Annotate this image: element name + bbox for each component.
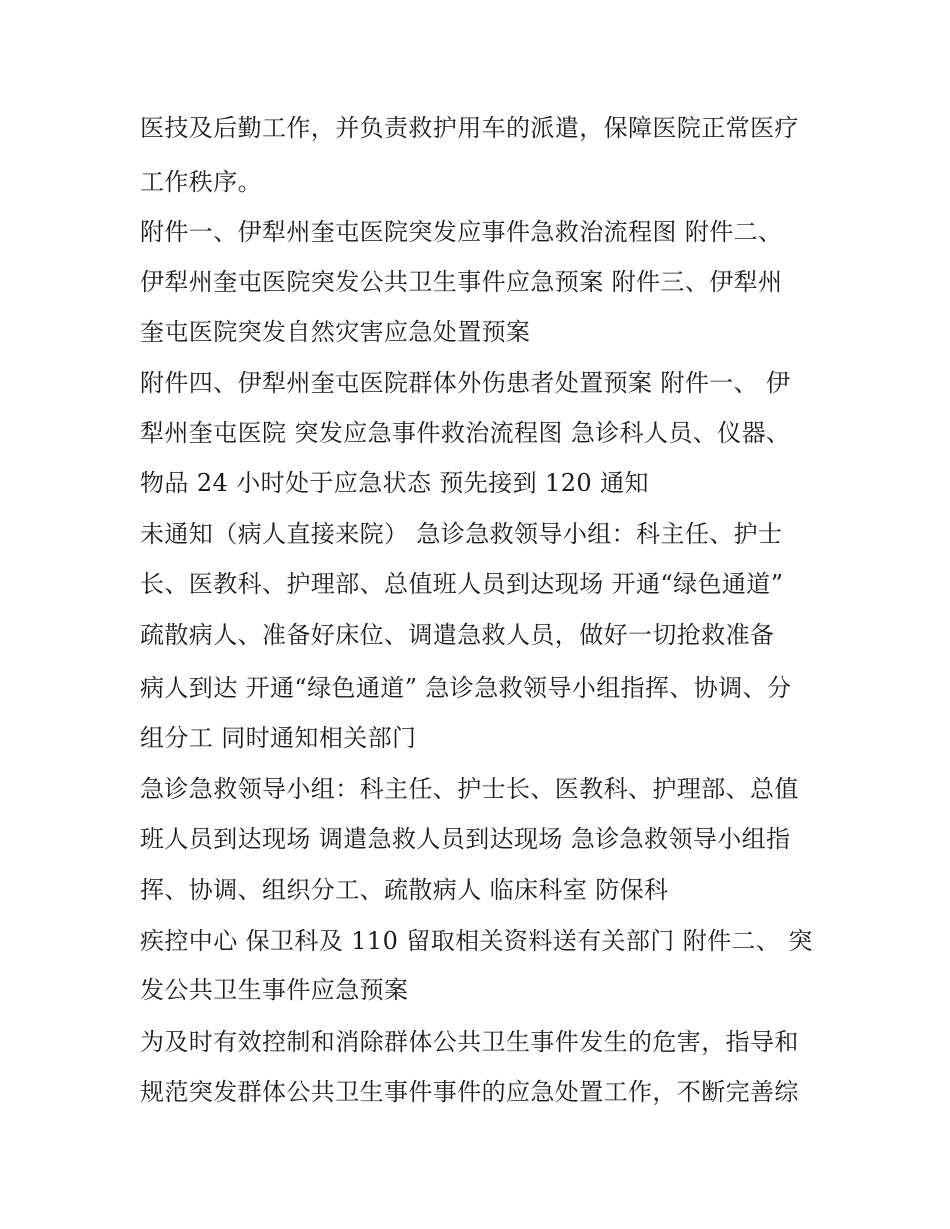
text-line: 物品 24 小时处于应急状态 预先接到 120 通知 xyxy=(140,469,649,497)
text-line: 为及时有效控制和消除群体公共卫生事件发生的危害，指导和 xyxy=(140,1028,799,1056)
text-line: 组分工 同时通知相关部门 xyxy=(140,724,417,752)
text-line: 工作秩序。 xyxy=(140,168,262,196)
text-line: 伊犁州奎屯医院突发公共卫生事件应急预案 附件三、伊犁州 xyxy=(140,268,783,296)
text-line: 疾控中心 保卫科及 110 留取相关资料送有关部门 附件二、 突 xyxy=(140,927,813,955)
text-line: 病人到达 开通“绿色通道” 急诊急救领导小组指挥、协调、分 xyxy=(140,674,792,702)
text-line: 长、医教科、护理部、总值班人员到达现场 开通“绿色通道” xyxy=(140,570,784,598)
text-line: 规范突发群体公共卫生事件事件的应急处置工作，不断完善综 xyxy=(140,1078,799,1106)
text-line: 奎屯医院突发自然灾害应急处置预案 xyxy=(140,318,531,346)
text-line: 挥、协调、组织分工、疏散病人 临床科室 防保科 xyxy=(140,876,669,904)
text-line: 犁州奎屯医院 突发应急事件救治流程图 急诊科人员、仪器、 xyxy=(140,419,791,447)
text-line: 附件四、伊犁州奎屯医院群体外伤患者处置预案 附件一、 伊 xyxy=(140,369,791,397)
text-line: 班人员到达现场 调遣急救人员到达现场 急诊急救领导小组指 xyxy=(140,825,791,853)
text-line: 未通知（病人直接来院） 急诊急救领导小组：科主任、护士 xyxy=(140,520,783,548)
text-line: 发公共卫生事件应急预案 xyxy=(140,976,409,1004)
text-line: 疏散病人、准备好床位、调遣急救人员，做好一切抢救准备 xyxy=(140,621,775,649)
text-line: 医技及后勤工作，并负责救护用车的派遣，保障医院正常医疗 xyxy=(140,114,799,142)
text-line: 附件一、伊犁州奎屯医院突发应事件急救治流程图 附件二、 xyxy=(140,218,783,246)
text-line: 急诊急救领导小组：科主任、护士长、医教科、护理部、总值 xyxy=(140,775,799,803)
